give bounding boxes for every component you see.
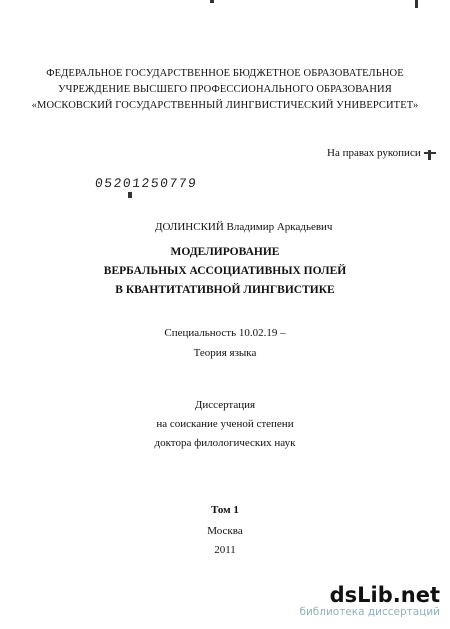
library-stamp-number: 05201250779 xyxy=(94,176,199,191)
scan-mark-top-right xyxy=(415,0,418,8)
institution-line-1: ФЕДЕРАЛЬНОЕ ГОСУДАРСТВЕННОЕ БЮДЖЕТНОЕ ОБРАЗОВАТЕЛЬНОЕ xyxy=(46,68,404,79)
degree-line-2: на соискание ученой степени xyxy=(156,418,294,430)
institution-line-3: «МОСКОВСКИЙ ГОСУДАРСТВЕННЫЙ ЛИНГВИСТИЧЕСКИЙ УНИВЕРСИТЕТ» xyxy=(31,100,419,111)
degree-line-3: доктора филологических наук xyxy=(154,437,296,449)
scan-mark-top-left xyxy=(210,0,214,3)
dissertation-title-line-2: ВЕРБАЛЬНЫХ АССОЦИАТИВНЫХ ПОЛЕЙ xyxy=(103,265,347,277)
author-name: ДОЛИНСКИЙ Владимир Аркадьевич xyxy=(155,221,333,233)
volume-label: Том 1 xyxy=(211,504,239,516)
specialty-line-1: Специальность 10.02.19 – xyxy=(164,327,286,339)
watermark-subtitle: библиотека диссертаций xyxy=(299,606,440,618)
institution-line-2: УЧРЕЖДЕНИЕ ВЫСШЕГО ПРОФЕССИОНАЛЬНОГО ОБРАЗОВАНИЯ xyxy=(58,84,392,95)
degree-line-1: Диссертация xyxy=(194,399,256,411)
specialty-line-2: Теория языка xyxy=(193,347,257,359)
manuscript-note: На правах рукописи xyxy=(327,147,421,159)
year: 2011 xyxy=(214,544,236,556)
stamp-mark xyxy=(128,192,132,198)
dissertation-title-line-3: В КВАНТИТАТИВНОЙ ЛИНГВИСТИКЕ xyxy=(115,284,335,296)
watermark-logo: dsLib.net xyxy=(329,583,440,607)
city: Москва xyxy=(207,525,243,537)
scan-mark-right-corner-h xyxy=(424,152,436,154)
watermark xyxy=(299,584,440,619)
dissertation-title-line-1: МОДЕЛИРОВАНИЕ xyxy=(170,246,280,258)
